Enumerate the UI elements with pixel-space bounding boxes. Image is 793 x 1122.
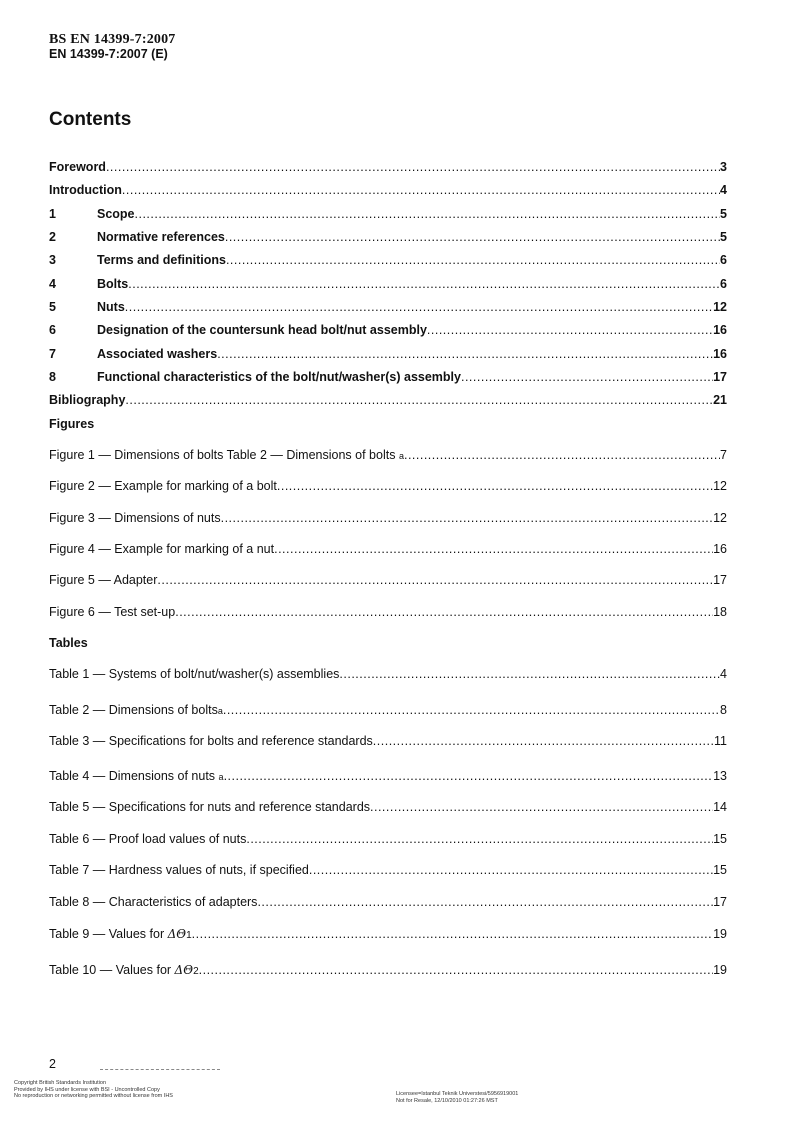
- resale-line: Not for Resale, 12/10/2010 01:27:26 MST: [396, 1097, 498, 1104]
- table-entry[interactable]: [49, 832, 727, 848]
- toc-number: 7: [49, 347, 56, 361]
- delta-theta-symbol: ΔΘ: [174, 963, 194, 977]
- table-label: Table 1 — Systems of bolt/nut/washer(s) assemblies: [49, 667, 340, 681]
- footnote-marker: a: [398, 451, 404, 461]
- toc-page: 16: [713, 323, 727, 337]
- figure-entry[interactable]: [49, 511, 727, 527]
- toc-entry-scope[interactable]: [49, 207, 727, 223]
- toc-entry-bolts[interactable]: [49, 277, 727, 293]
- figure-page: 16: [713, 542, 727, 556]
- table-label: Table 10 — Values for: [49, 963, 172, 977]
- table-label: Table 5 — Specifications for nuts and reference standards: [49, 800, 371, 814]
- toc-page: 12: [713, 300, 727, 314]
- toc-page: 17: [713, 370, 727, 384]
- figure-label: Figure 3 — Dimensions of nuts: [49, 511, 221, 525]
- table-label: Table 4 — Dimensions of nuts: [49, 769, 216, 783]
- footnote-marker: a: [218, 772, 224, 782]
- footer-divider: [100, 1069, 220, 1070]
- page-number: 2: [49, 1057, 56, 1071]
- toc-label: Scope: [97, 207, 135, 221]
- dot-leader: [125, 393, 713, 407]
- toc-entry-functional-characteristics[interactable]: [49, 370, 727, 386]
- figure-page: 7: [720, 448, 727, 462]
- table-page: 19: [713, 927, 727, 941]
- table-entry[interactable]: [49, 734, 727, 750]
- figure-label: Figure 1 — Dimensions of bolts Table 2 — Dimensions of bolts: [49, 448, 396, 462]
- toc-page: 5: [720, 207, 727, 221]
- table-page: 15: [713, 832, 727, 846]
- license-line: Provided by IHS under license with BSI - Uncontrolled Copy: [14, 1086, 160, 1093]
- dot-leader: [257, 895, 713, 909]
- dot-leader: [192, 927, 713, 941]
- figure-page: 12: [713, 511, 727, 525]
- toc-number: 2: [49, 230, 56, 244]
- toc-number: 8: [49, 370, 56, 384]
- toc-entry-foreword[interactable]: [49, 160, 727, 176]
- figure-page: 12: [713, 479, 727, 493]
- table-label: Table 3 — Specifications for bolts and reference standards: [49, 734, 373, 748]
- figure-label: Figure 2 — Example for marking of a bolt: [49, 479, 277, 493]
- table-page: 8: [720, 703, 727, 717]
- tables-heading: Tables: [49, 636, 88, 650]
- footer-right: [396, 1091, 518, 1104]
- toc-entry-bibliography[interactable]: [49, 393, 727, 409]
- table-label: Table 2 — Dimensions of bolts: [49, 703, 218, 717]
- toc-number: 4: [49, 277, 56, 291]
- table-entry[interactable]: [49, 895, 727, 911]
- toc-entry-nuts[interactable]: [49, 300, 727, 316]
- dot-leader: [122, 183, 720, 197]
- figure-label: Figure 4 — Example for marking of a nut: [49, 542, 275, 556]
- delta-theta-symbol: ΔΘ: [167, 927, 187, 941]
- copyright-line: Copyright British Standards Institution: [14, 1080, 107, 1086]
- toc-label: Associated washers: [97, 347, 218, 361]
- dot-leader: [175, 605, 713, 619]
- toc-label: Designation of the countersunk head bolt/nut assembly: [97, 323, 427, 337]
- table-page: 4: [720, 667, 727, 681]
- table-page: 19: [713, 963, 727, 977]
- table-entry[interactable]: [49, 769, 727, 785]
- table-entry[interactable]: [49, 927, 727, 943]
- toc-page: 3: [720, 160, 727, 174]
- figure-label: Figure 5 — Adapter: [49, 573, 158, 587]
- subscript: 1: [186, 930, 192, 941]
- dot-leader: [125, 300, 713, 314]
- toc-page: 21: [713, 393, 727, 407]
- subscript: 2: [193, 966, 199, 977]
- dot-leader: [277, 479, 713, 493]
- toc-number: 3: [49, 253, 56, 267]
- document-id-en: EN 14399-7:2007 (E): [49, 47, 168, 61]
- dot-leader: [224, 769, 714, 783]
- licensee-line: Licensee=Istanbul Teknik Universtesi/5956919001: [396, 1091, 519, 1097]
- dot-leader: [225, 230, 720, 244]
- toc-page: 6: [720, 277, 727, 291]
- figure-entry[interactable]: [49, 542, 727, 558]
- dot-leader: [217, 347, 713, 361]
- table-entry[interactable]: [49, 963, 727, 979]
- dot-leader: [309, 863, 713, 877]
- toc-number: 6: [49, 323, 56, 337]
- dot-leader: [106, 160, 720, 174]
- toc-entry-designation[interactable]: [49, 323, 727, 339]
- toc-page: 4: [720, 183, 727, 197]
- table-page: 17: [713, 895, 727, 909]
- toc-page: 5: [720, 230, 727, 244]
- table-entry[interactable]: [49, 667, 727, 683]
- figure-page: 18: [713, 605, 727, 619]
- toc-entry-associated-washers[interactable]: [49, 347, 727, 363]
- toc-label: Terms and definitions: [97, 253, 226, 267]
- toc-label: Introduction: [49, 183, 122, 197]
- figure-page: 17: [713, 573, 727, 587]
- table-page: 13: [713, 769, 727, 783]
- table-entry[interactable]: [49, 800, 727, 816]
- dot-leader: [226, 253, 720, 267]
- dot-leader: [223, 703, 720, 717]
- dot-leader: [128, 277, 720, 291]
- table-label: Table 6 — Proof load values of nuts: [49, 832, 247, 846]
- toc-number: 1: [49, 207, 56, 221]
- reproduction-line: No reproduction or networking permitted without license from IHS: [14, 1093, 173, 1099]
- figures-heading: Figures: [49, 417, 95, 431]
- figure-entry[interactable]: [49, 605, 727, 621]
- table-page: 14: [713, 800, 727, 814]
- dot-leader: [246, 832, 713, 846]
- toc-page: 16: [713, 347, 727, 361]
- dot-leader: [199, 963, 713, 977]
- toc-label: Bolts: [97, 277, 129, 291]
- toc-page: 6: [720, 253, 727, 267]
- table-label: Table 8 — Characteristics of adapters: [49, 895, 258, 909]
- table-label: Table 7 — Hardness values of nuts, if specified: [49, 863, 309, 877]
- dot-leader: [427, 323, 713, 337]
- table-label: Table 9 — Values for: [49, 927, 165, 941]
- page-title: Contents: [49, 109, 132, 130]
- dot-leader: [135, 207, 721, 221]
- figure-label: Figure 6 — Test set-up: [49, 605, 176, 619]
- footer-left: [14, 1080, 173, 1100]
- dot-leader: [404, 448, 720, 462]
- figure-entry[interactable]: [49, 448, 727, 464]
- toc-label: Normative references: [97, 230, 225, 244]
- table-page: 15: [713, 863, 727, 877]
- document-id: BS EN 14399-7:2007: [49, 32, 176, 47]
- dot-leader: [373, 734, 714, 748]
- figure-entry[interactable]: [49, 479, 727, 495]
- toc-label: Bibliography: [49, 393, 126, 407]
- toc-entry-terms-and-definitions[interactable]: [49, 253, 727, 269]
- toc-label: Nuts: [97, 300, 125, 314]
- table-entry[interactable]: [49, 703, 727, 719]
- toc-label: Foreword: [49, 160, 106, 174]
- dot-leader: [370, 800, 713, 814]
- dot-leader: [461, 370, 713, 384]
- toc-entry-normative-references[interactable]: [49, 230, 727, 246]
- table-entry[interactable]: [49, 863, 727, 879]
- dot-leader: [339, 667, 720, 681]
- table-page: 11: [714, 734, 727, 748]
- toc-entry-introduction[interactable]: [49, 183, 727, 199]
- footnote-marker: a: [217, 706, 223, 716]
- toc-number: 5: [49, 300, 56, 314]
- figure-entry[interactable]: [49, 573, 727, 589]
- dot-leader: [274, 542, 713, 556]
- toc-label: Functional characteristics of the bolt/nut/washer(s) assembly: [97, 370, 461, 384]
- dot-leader: [221, 511, 713, 525]
- dot-leader: [157, 573, 713, 587]
